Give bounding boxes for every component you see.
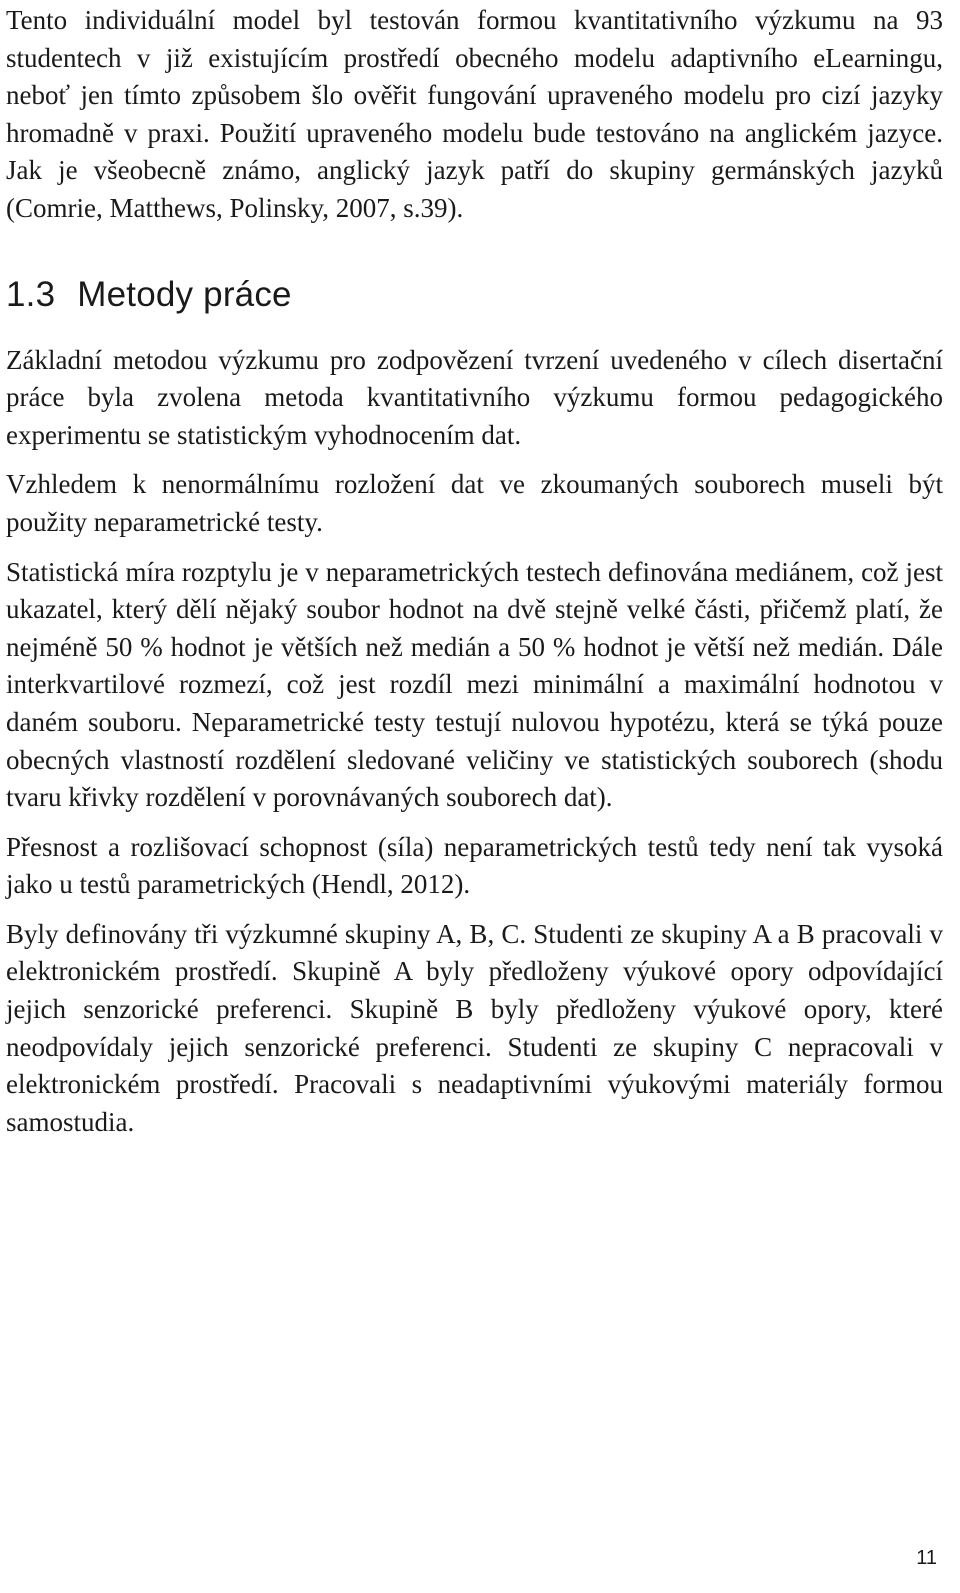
intro-paragraph: Tento individuální model byl testován formou kvantitativního výzkumu na 93 studentech v již existujícím prostředí obecného modelu adaptivního eLearningu, neboť jen tímto způsobem šlo ověřit fungování upraveného modelu pro cizí jazyky hromadně v praxi. Použití upraveného modelu bude testováno na anglickém jazyce. Jak je všeobecně známo, anglický jazyk patří do skupiny germánských jazyků (Comrie, Matthews, Polinsky, 2007, s.39).: [6, 5, 943, 223]
paragraph-nonnormal: Vzhledem k nenormálnímu rozložení dat ve zkoumaných souborech museli být použity neparametrické testy.: [6, 469, 943, 537]
section-title: Metody práce: [77, 274, 292, 314]
paragraph-precision: Přesnost a rozlišovací schopnost (síla) neparametrických testů tedy není tak vysoká jako u testů parametrických (Hendl, 2012).: [6, 831, 943, 900]
paragraph-groups: Byly definovány tři výzkumné skupiny A, B, C. Studenti ze skupiny A a B pracovali v elektronickém prostředí. Skupině A byly předloženy výukové opory odpovídající jejich senzorické preferenci. Skupině B byly předloženy výukové opory, které neodpovídaly jejich senzorické preferenci. Studenti ze skupiny C nepracovali v elektronickém prostředí. Pracovali s neadaptivními výukovými materiály formou samostudia.: [6, 918, 943, 1137]
paragraph-statistics: Statistická míra rozptylu je v neparametrických testech definována mediánem, což jest ukazatel, který dělí nějaký soubor hodnot na dvě stejně velké části, přičemž platí, že nejméně 50 % hodnot je větších než medián a 50 % hodnot je větší než medián. Dále interkvartilové rozmezí, což jest rozdíl mezi minimální a maximální hodnotou v daném souboru. Neparametrické testy testují nulovou hypotézu, která se týká pouze obecných vlastností rozdělení sledované veličiny ve statistických souborech (shodu tvaru křivky rozdělení v porovnávaných souborech dat).: [6, 556, 943, 813]
section-number: 1.3: [6, 274, 56, 314]
paragraph-methods: Základní metodou výzkumu pro zodpovězení tvrzení uvedeného v cílech disertační práce byla zvolena metoda kvantitativního výzkumu formou pedagogického experimentu se statistickým vyhodnocením dat.: [6, 344, 943, 450]
page-number: 11: [916, 1547, 937, 1569]
document-page: [6, 0, 943, 1141]
section-heading: [6, 272, 943, 318]
